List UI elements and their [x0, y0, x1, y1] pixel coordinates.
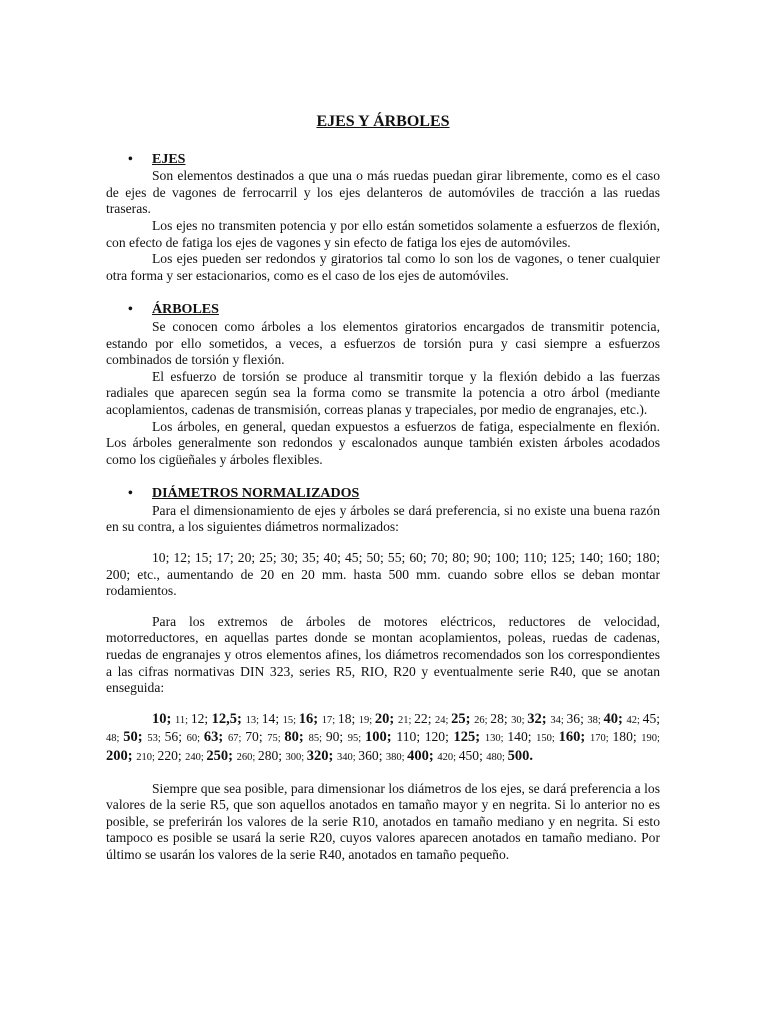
section-heading-arboles: [106, 301, 660, 319]
series-value: 500.: [507, 748, 533, 764]
series-value: 70: [245, 729, 259, 745]
series-value: 67: [227, 733, 239, 745]
series-value: 26: [474, 714, 485, 726]
series-value: 15: [282, 714, 294, 726]
diameter-list: 10; 12; 15; 17; 20; 25; 30; 35; 40; 45; 50; 55; 60; 70; 80; 90; 100; 110; 125; 140; 160; 180; 200; etc., aumentando de 20 en 20 mm. hasta 500 mm. cuando sobre ellos se deban montar rodamientos.: [106, 550, 660, 599]
series-value: 30: [511, 714, 522, 726]
series-value: 250: [206, 748, 229, 764]
series-value: 180: [612, 729, 633, 745]
paragraph: Para el dimensionamiento de ejes y árboles se dará preferencia, si no existe una buena razón en su contra, a los siguientes diámetros normalizados:: [106, 502, 660, 535]
series-value: 56: [164, 729, 179, 745]
series-value: 100: [365, 729, 387, 746]
paragraph: Los ejes pueden ser redondos y giratorios tal como lo son los de vagones, o tener cualquier otra forma y ser estacionarios, como es el caso de los ejes de automóviles.: [106, 251, 660, 283]
series-value: 360: [358, 748, 379, 763]
series-value: 40: [603, 710, 618, 727]
series-value: 32: [527, 710, 542, 727]
paragraph: Se conocen como árboles a los elementos giratorios encargados de transmitir potencia, estando por ello sometidos, a veces, a esfuerzos de torsión pura y casi siempre a esfuerzos combinados de torsión y flexión.: [106, 318, 660, 368]
series-value: 210: [136, 752, 152, 763]
series-value: 24: [434, 714, 446, 726]
series-value: 85: [308, 733, 320, 745]
series-value: 48: [106, 733, 117, 745]
series-value: 12: [190, 710, 205, 726]
paragraph: El esfuerzo de torsión se produce al transmitir torque y la flexión debido a las fuerzas radiales que aparecen según sea la forma como se transmite la potencia a otro árbol (mediante acoplamientos, cadenas de transmisión, correas planas y trapeciales, por medio de engranajes, etc.).: [106, 368, 660, 417]
series-value: 45: [642, 710, 657, 726]
series-value: 17: [321, 714, 333, 726]
series-value: 18: [337, 710, 352, 726]
series-value: 240: [185, 752, 201, 763]
series-value: 450: [458, 748, 480, 763]
series-value: 50: [123, 729, 138, 746]
section-heading-text: DIÁMETROS NORMALIZADOS: [152, 486, 360, 502]
series-value: 75: [267, 733, 278, 745]
bullet-icon: •: [128, 301, 133, 317]
series-value: 420: [437, 752, 454, 763]
series-value: 34: [550, 714, 561, 726]
section-heading-text: EJES: [152, 151, 186, 167]
series-value: 14: [261, 710, 276, 726]
series-value: 380: [385, 752, 402, 763]
series-value: 340: [337, 752, 353, 763]
paragraph: Los árboles, en general, quedan expuestos a esfuerzos de fatiga, especialmente en flexión. Los árboles generalmente son redondos y escalonados aunque también existen árboles acodados como los cigüeñales y árboles flexibles.: [106, 418, 660, 467]
series-value: 140: [507, 729, 528, 745]
din-series-list: 10; 11; 12; 12,5; 13; 14; 15; 16; 17; 18; 19; 20; 21; 22; 24; 25; 26; 28; 30; 32; 34; 36; 38; 40; 42; 45; 48; 50; 53; 56; 60; 63; 67; 70; 75; 80; 85; 90; 95; 100; 110; 120; 125; 130; 140; 150; 160; 170; 180; 190; 200; 210; 220; 240; 250; 260; 280; 300; 320; 340; 360; 380; 400; 420; 450; 480; 500.: [106, 710, 661, 764]
series-value: 42: [626, 714, 638, 726]
section-heading-text: ÁRBOLES: [152, 302, 219, 318]
series-value: 170: [590, 733, 606, 745]
paragraph: Son elementos destinados a que una o más ruedas puedan girar libremente, como es el caso de ejes de vagones de ferrocarril y los ejes delanteros de automóviles de tracción a las ruedas traseras.: [106, 168, 660, 217]
series-value: 120: [424, 729, 446, 745]
series-value: 150: [536, 733, 552, 745]
series-value: 19: [358, 714, 370, 726]
series-value: 36: [566, 710, 581, 726]
section-heading-diametros: [106, 485, 660, 503]
series-value: 63: [203, 729, 219, 746]
series-value: 22: [414, 710, 428, 726]
series-value: 260: [236, 752, 253, 763]
section-heading-ejes: [106, 151, 660, 169]
series-value: 160: [558, 729, 581, 746]
series-value: 300: [285, 752, 302, 763]
series-value: 16: [298, 710, 314, 727]
series-value: 95: [347, 733, 359, 745]
series-value: 480: [486, 752, 503, 763]
series-value: 400: [407, 748, 429, 764]
series-value: 53: [147, 733, 158, 745]
series-value: 320: [306, 748, 329, 764]
bullet-icon: •: [128, 150, 133, 166]
series-value: 110: [396, 729, 417, 745]
paragraph: Para los extremos de árboles de motores eléctricos, reductores de velocidad, motorreductores, en aquellas partes donde se montan acoplamientos, poleas, ruedas de cadenas, ruedas de engranajes y otros elementos afines, los diámetros recomendados son los correspondientes a las cifras normativas DIN 323, series R5, RIO, R20 y eventualmente serie R40, que se anotan enseguida:: [106, 613, 660, 696]
series-value: 280: [257, 748, 279, 763]
bullet-icon: •: [128, 485, 133, 501]
series-value: 28: [490, 710, 504, 726]
series-value: 220: [157, 748, 178, 763]
series-value: 200: [106, 748, 128, 764]
series-value: 130: [484, 733, 501, 745]
series-value: 90: [325, 729, 340, 745]
series-value: 20: [374, 710, 390, 727]
series-value: 25: [451, 710, 466, 727]
paragraph: Los ejes no transmiten potencia y por ello están sometidos solamente a esfuerzos de flexión, con efecto de fatiga los ejes de vagones y sin efecto de fatiga los ejes de automóviles.: [106, 217, 660, 250]
series-value: 38: [587, 714, 598, 726]
series-value: 125: [453, 729, 476, 746]
series-value: 12,5: [211, 710, 238, 727]
series-value: 80: [284, 729, 299, 746]
series-value: 190: [641, 733, 657, 745]
series-value: 21: [397, 714, 409, 726]
document-title: EJES Y ÁRBOLES: [316, 113, 450, 130]
series-value: 13: [245, 714, 257, 726]
series-value: 11: [175, 714, 186, 726]
series-value: 60: [186, 733, 198, 745]
paragraph: Siempre que sea posible, para dimensionar los diámetros de los ejes, se dará preferencia a los valores de la serie R5, que son aquellos anotados en tamaño mayor y en negrita. Si lo anterior no es posible, se preferirán los valores de la serie R10, anotados en tamaño mediano y en negrita. Si esto tampoco es posible se usará la serie R20, cuyos valores aparecen anotados en tamaño mediano. Por último se usarán los valores de la serie R40, anotados en tamaño pequeño.: [106, 780, 660, 862]
series-value: 10: [152, 710, 167, 727]
